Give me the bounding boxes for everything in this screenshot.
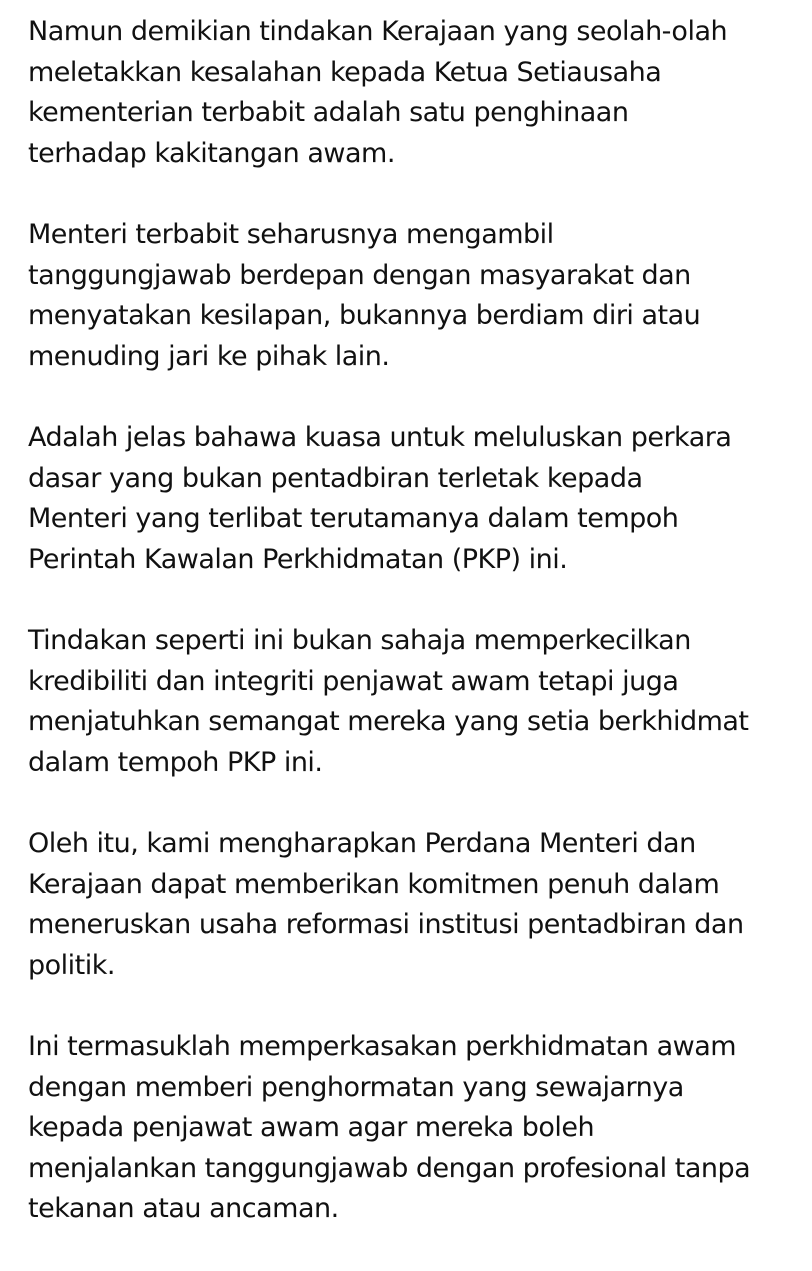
- paragraph-6: [28, 1027, 808, 1230]
- text-line: Oleh itu, kami mengharapkan Perdana Menteri dan: [28, 828, 696, 859]
- text-line: Namun demikian tindakan Kerajaan yang seolah-olah: [28, 16, 728, 47]
- text-line: Tindakan seperti ini bukan sahaja memperkecilkan: [28, 625, 691, 656]
- paragraph-2: [28, 215, 808, 377]
- paragraph-5: [28, 824, 808, 986]
- text-line: terhadap kakitangan awam.: [28, 137, 395, 169]
- paragraph-4: [28, 621, 808, 783]
- text-line: Menteri yang terlibat terutamanya dalam tempoh: [28, 503, 679, 534]
- text-line: tekanan atau ancaman.: [28, 1193, 339, 1224]
- text-line: menjatuhkan semangat mereka yang setia berkhidmat: [28, 706, 749, 737]
- text-line: menuding jari ke pihak lain.: [28, 340, 390, 372]
- text-line: kredibiliti dan integriti penjawat awam tetapi juga: [28, 665, 679, 697]
- text-line: Kerajaan dapat memberikan komitmen penuh dalam: [28, 868, 720, 900]
- text-line: dalam tempoh PKP ini.: [28, 746, 323, 778]
- text-line: Menteri terbabit seharusnya mengambil: [28, 219, 554, 250]
- text-line: kepada penjawat awam agar mereka boleh: [28, 1112, 595, 1143]
- text-line: Adalah jelas bahawa kuasa untuk meluluskan perkara: [28, 422, 732, 453]
- paragraph-1: [28, 12, 808, 174]
- text-line: Ini termasuklah memperkasakan perkhidmatan awam: [28, 1031, 737, 1062]
- text-line: kementerian terbabit adalah satu penghinaan: [28, 97, 629, 128]
- text-line: politik.: [28, 949, 115, 981]
- text-line: tanggungjawab berdepan dengan masyarakat dan: [28, 259, 691, 291]
- text-line: dengan memberi penghormatan yang sewajarnya: [28, 1071, 684, 1103]
- paragraph-3: [28, 418, 808, 580]
- text-line: meneruskan usaha reformasi institusi pentadbiran dan: [28, 909, 744, 940]
- document-body: [28, 12, 808, 1271]
- text-line: menyatakan kesilapan, bukannya berdiam diri atau: [28, 300, 701, 331]
- text-line: dasar yang bukan pentadbiran terletak kepada: [28, 462, 643, 494]
- text-line: menjalankan tanggungjawab dengan profesional tanpa: [28, 1152, 751, 1184]
- text-line: Perintah Kawalan Perkhidmatan (PKP) ini.: [28, 543, 568, 575]
- text-line: meletakkan kesalahan kepada Ketua Setiausaha: [28, 56, 662, 88]
